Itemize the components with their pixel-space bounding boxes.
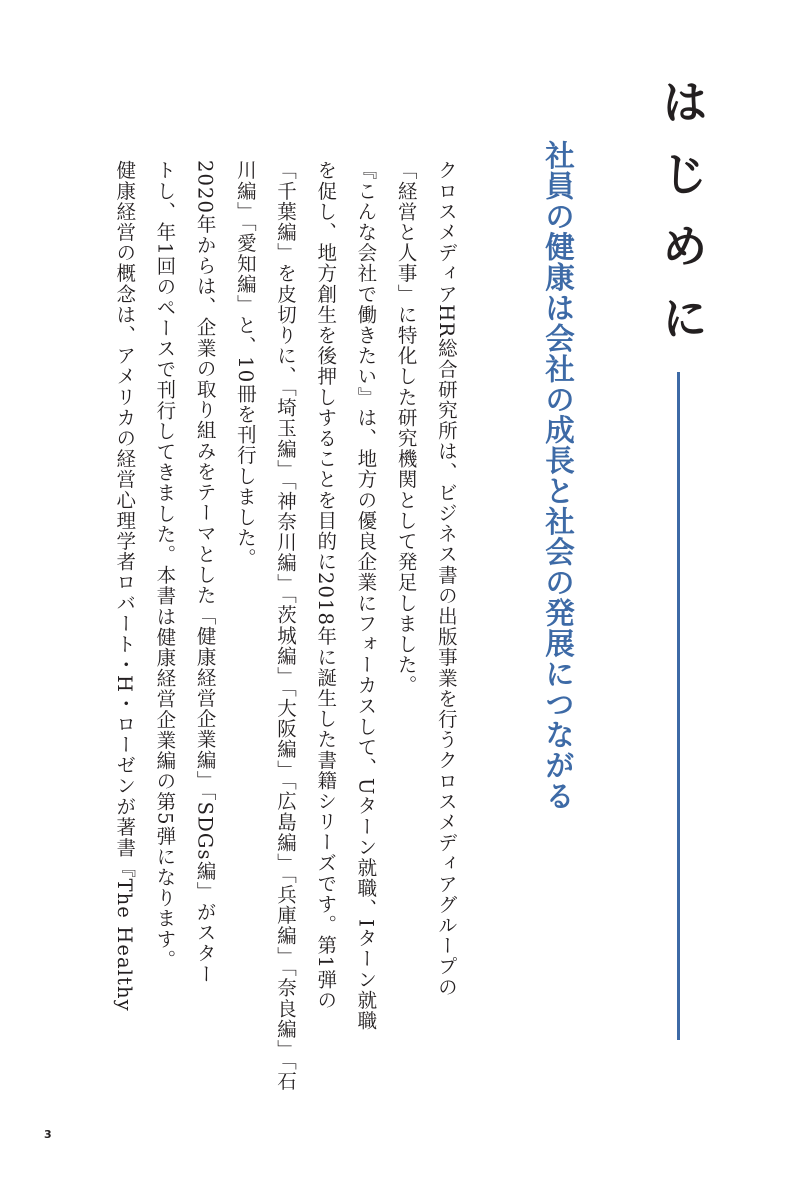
title-divider-line xyxy=(677,372,680,1040)
body-line: 2020年からは、企業の取り組みをテーマとした「健康経営企業編」「SDGs編」がスター xyxy=(193,160,217,985)
body-line: を促し、地方創生を後押しすることを目的に2018年に誕生した書籍シリーズです。第1弾の xyxy=(314,160,338,1011)
body-line: クロスメディアHR総合研究所は、ビジネス書の出版事業を行うクロスメディアグループの xyxy=(434,160,458,998)
body-line: トし、年1回のペースで刊行してきました。本書は健康経営企業編の第5弾になります。 xyxy=(153,160,177,970)
body-line: 健康経営の概念は、アメリカの経営心理学者ロバート・H・ローゼンが著書『The Healthy xyxy=(113,160,137,1012)
chapter-subtitle: 社員の健康は会社の成長と社会の発展につながる xyxy=(541,140,575,811)
body-line: 『こんな会社で働きたい』は、地方の優良企業にフォーカスして、Uターン就職、Iターン就職 xyxy=(354,160,378,1031)
body-line: 「千葉編」を皮切りに、「埼玉編」「神奈川編」「茨城編」「大阪編」「広島編」「兵庫編」「奈良編」「石 xyxy=(274,160,298,1092)
page-number: 3 xyxy=(44,1128,52,1141)
body-text xyxy=(104,160,466,1092)
chapter-title: はじめに xyxy=(655,78,709,366)
body-line: 「経営と人事」に特化した研究機関として発足しました。 xyxy=(394,160,418,696)
body-line: 川編」「愛知編」と、10冊を刊行しました。 xyxy=(233,160,257,569)
